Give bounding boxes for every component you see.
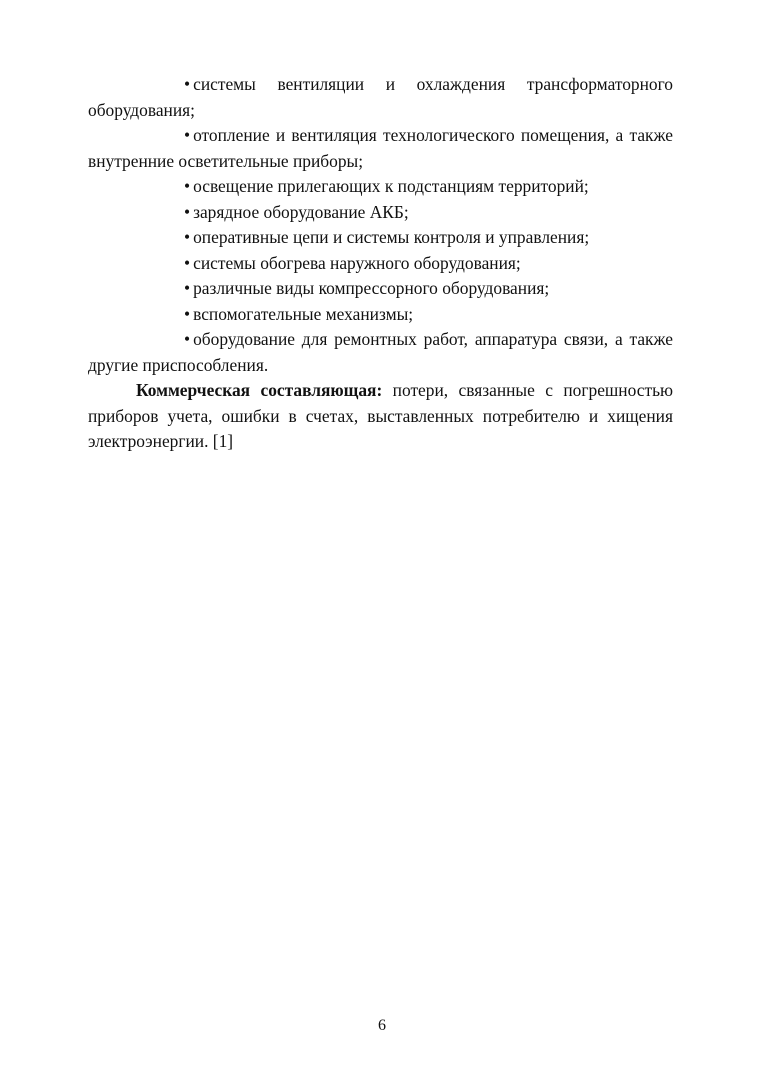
- bullet-text: вспомогательные механизмы;: [193, 303, 414, 324]
- bullet-text: освещение прилегающих к подстанциям территорий;: [193, 176, 589, 196]
- bullet-marker: •: [184, 329, 191, 349]
- bullet-text: различные виды компрессорного оборудования;: [193, 278, 550, 298]
- bullet-item: [88, 200, 673, 226]
- bullet-text: отопление и вентиляция технологического помещения, а также внутренние осветительные приборы;: [88, 125, 673, 171]
- bullet-item: [88, 302, 673, 328]
- body-text: [88, 72, 673, 455]
- bullet-item: [88, 225, 673, 251]
- commercial-heading: Коммерческая составляющая:: [136, 380, 383, 400]
- bullet-text: оборудование для ремонтных работ, аппаратура связи, а также другие приспособления.: [88, 329, 673, 375]
- bullet-marker: •: [184, 278, 191, 298]
- bullet-marker: •: [184, 125, 191, 145]
- bullet-item: [88, 72, 673, 123]
- bullet-item: [88, 123, 673, 174]
- bullet-marker: •: [184, 176, 191, 196]
- bullet-marker: •: [184, 74, 191, 94]
- bullet-item: [88, 251, 673, 277]
- bullet-text: оперативные цепи и системы контроля и управления;: [193, 227, 590, 247]
- bullet-marker: •: [184, 201, 191, 222]
- page-number: 6: [378, 1017, 386, 1034]
- bullet-item: [88, 327, 673, 378]
- bullet-marker: •: [184, 252, 191, 273]
- bullet-item: [88, 174, 673, 200]
- commercial-text: потери, связанные с погрешностью приборов учета, ошибки в счетах, выставленных потребителю и хищения электроэнергии. [1]: [88, 380, 673, 451]
- bullet-item: [88, 276, 673, 302]
- commercial-paragraph: [88, 378, 673, 455]
- bullet-marker: •: [184, 227, 191, 247]
- bullet-marker: •: [184, 303, 191, 324]
- bullet-text: зарядное оборудование АКБ;: [193, 201, 409, 222]
- bullet-text: системы вентиляции и охлаждения трансформаторного оборудования;: [88, 74, 673, 120]
- bullet-text: системы обогрева наружного оборудования;: [193, 252, 521, 273]
